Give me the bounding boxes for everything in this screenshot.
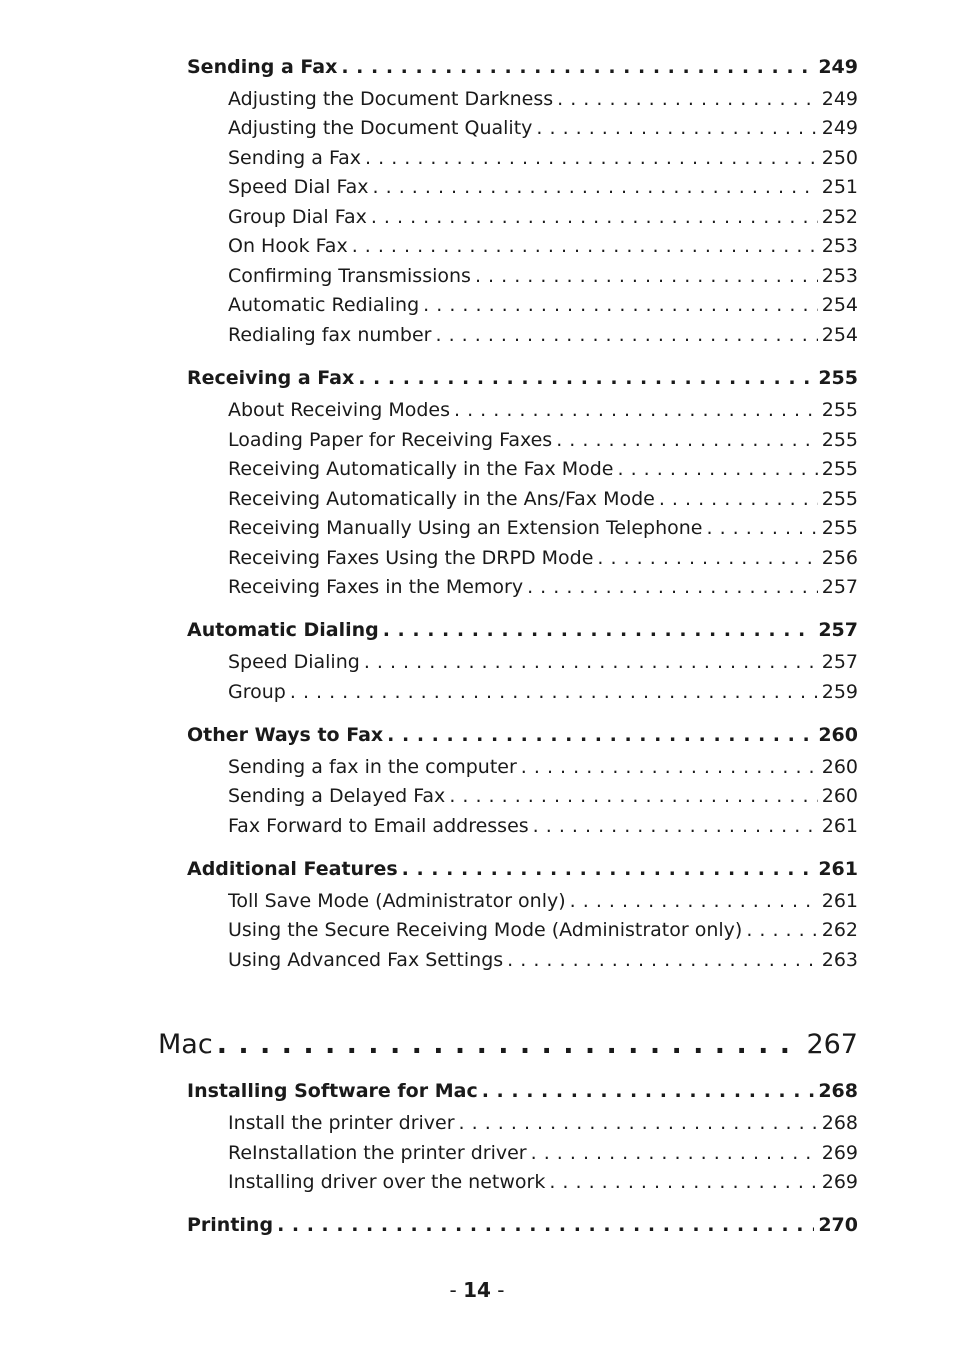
dot-leader [531,1142,818,1164]
toc-subsection[interactable] [228,147,858,173]
dot-leader [549,1171,817,1193]
page-footer [0,1278,954,1302]
toc-entry-title: Receiving a Fax [187,367,355,389]
toc-entry-title: Printing [187,1214,274,1236]
toc-entry-page: 255 [821,399,858,421]
toc-entry-title: Install the printer driver [228,1112,455,1134]
toc-entry-page: 267 [806,1029,858,1060]
dot-leader [570,890,818,912]
dot-leader [365,147,818,169]
dot-leader [449,785,817,807]
toc-entry-page: 263 [821,949,858,971]
toc-entry-title: Receiving Manually Using an Extension Telephone [228,517,703,539]
toc-entry-title: Group Dial Fax [228,206,367,228]
toc-entry-title: Automatic Dialing [187,619,379,641]
toc-subsection[interactable] [228,294,858,320]
toc-chapter[interactable] [158,1029,858,1065]
toc-entry-title: Installing driver over the network [228,1171,546,1193]
toc-subsection[interactable] [228,88,858,114]
toc-entry-page: 249 [821,88,858,110]
toc-entry-page: 249 [821,117,858,139]
toc-entry-page: 251 [821,176,858,198]
toc-entry-page: 261 [818,858,858,880]
toc-subsection[interactable] [228,547,858,573]
dot-leader [597,547,817,569]
dot-leader [217,1029,803,1060]
toc-section[interactable] [187,724,858,750]
toc-entry-title: Loading Paper for Receiving Faxes [228,429,553,451]
toc-entry-title: Sending a Fax [187,56,338,78]
toc-entry-title: Receiving Faxes in the Memory [228,576,524,598]
toc-entry-title: Using the Secure Receiving Mode (Administrator only) [228,919,743,941]
dot-leader [557,88,818,110]
dot-leader [364,651,818,673]
toc-entry-page: 262 [821,919,858,941]
dot-leader [533,815,818,837]
dot-leader [507,949,818,971]
toc-subsection[interactable] [228,681,858,707]
toc-subsection[interactable] [228,890,858,916]
toc-entry-page: 255 [821,488,858,510]
toc-entry-title: Adjusting the Document Darkness [228,88,554,110]
toc-entry-title: Fax Forward to Email addresses [228,815,529,837]
toc-entry-page: 269 [821,1171,858,1193]
toc-entry-title: Toll Save Mode (Administrator only) [228,890,566,912]
dot-leader [387,724,814,746]
toc-entry-title: Confirming Transmissions [228,265,471,287]
dot-leader [383,619,815,641]
dot-leader [454,399,818,421]
toc-entry-page: 268 [821,1112,858,1134]
toc-entry-title: Redialing fax number [228,324,432,346]
dot-leader [659,488,818,510]
toc-entry-page: 257 [821,651,858,673]
toc-entry-page: 260 [821,756,858,778]
toc-entry-title: Installing Software for Mac [187,1080,478,1102]
toc-entry-page: 259 [821,681,858,703]
toc-entry-page: 254 [821,294,858,316]
dot-leader [341,56,814,78]
toc-subsection[interactable] [228,488,858,514]
toc-subsection[interactable] [228,651,858,677]
toc-subsection[interactable] [228,785,858,811]
toc-subsection[interactable] [228,1112,858,1138]
toc-entry-page: 255 [818,367,858,389]
toc-subsection[interactable] [228,265,858,291]
toc-entry-title: Group [228,681,286,703]
toc-entry-page: 254 [821,324,858,346]
toc-entry-page: 255 [821,517,858,539]
toc-subsection[interactable] [228,117,858,143]
toc-entry-page: 260 [818,724,858,746]
dot-leader [527,576,818,598]
toc-subsection[interactable] [228,1171,858,1197]
toc-entry-title: Speed Dial Fax [228,176,369,198]
toc-entry-title: Other Ways to Fax [187,724,384,746]
toc-entry-page: 261 [821,815,858,837]
toc-subsection[interactable] [228,176,858,202]
toc-entry-page: 250 [821,147,858,169]
toc-entry-page: 253 [821,265,858,287]
toc-entry-title: On Hook Fax [228,235,348,257]
toc-entry-title: ReInstallation the printer driver [228,1142,527,1164]
toc-entry-title: Sending a Delayed Fax [228,785,446,807]
page-number: 14 [463,1278,491,1302]
dot-leader [746,919,817,941]
toc-section[interactable] [187,1214,858,1240]
toc-entry-title: Sending a fax in the computer [228,756,517,778]
dot-leader [371,206,818,228]
dot-leader [423,294,818,316]
toc-entry-page: 257 [818,619,858,641]
toc-entry-title: Adjusting the Document Quality [228,117,533,139]
toc-entry-title: Speed Dialing [228,651,360,673]
toc-subsection[interactable] [228,919,858,945]
toc-entry-title: Receiving Faxes Using the DRPD Mode [228,547,594,569]
toc-entry-title: Automatic Redialing [228,294,420,316]
toc-subsection[interactable] [228,429,858,455]
dot-leader [402,858,815,880]
toc-entry-title: Using Advanced Fax Settings [228,949,504,971]
dot-leader [358,367,814,389]
toc-subsection[interactable] [228,324,858,350]
dot-leader [618,458,818,480]
dot-leader [373,176,818,198]
toc-entry-page: 270 [818,1214,858,1236]
footer-suffix: - [490,1278,505,1302]
toc-entry-page: 268 [818,1080,858,1102]
toc-entry-title: Receiving Automatically in the Fax Mode [228,458,614,480]
toc-section[interactable] [187,367,858,393]
toc-section[interactable] [187,619,858,645]
toc-entry-page: 269 [821,1142,858,1164]
toc-subsection[interactable] [228,756,858,782]
dot-leader [436,324,818,346]
toc-entry-title: Sending a Fax [228,147,362,169]
toc-subsection[interactable] [228,576,858,602]
toc-entry-page: 257 [821,576,858,598]
dot-leader [536,117,817,139]
toc-entry-title: Receiving Automatically in the Ans/Fax Mode [228,488,655,510]
toc-entry-title: Mac [158,1029,213,1060]
toc-entry-page: 255 [821,429,858,451]
dot-leader [706,517,817,539]
toc-entry-title: Additional Features [187,858,398,880]
toc-section[interactable] [187,858,858,884]
toc-entry-page: 253 [821,235,858,257]
toc-entry-page: 256 [821,547,858,569]
dot-leader [482,1080,815,1102]
toc-subsection[interactable] [228,949,858,975]
dot-leader [521,756,818,778]
toc-entry-page: 255 [821,458,858,480]
toc-section[interactable] [187,1080,858,1106]
toc-section[interactable] [187,56,858,82]
dot-leader [352,235,818,257]
toc-subsection[interactable] [228,815,858,841]
toc-entry-page: 260 [821,785,858,807]
toc-entry-page: 252 [821,206,858,228]
dot-leader [277,1214,814,1236]
toc-subsection[interactable] [228,458,858,484]
dot-leader [290,681,818,703]
toc-subsection[interactable] [228,1142,858,1168]
toc-entry-page: 249 [818,56,858,78]
toc-subsection[interactable] [228,517,858,543]
dot-leader [459,1112,818,1134]
toc-entry-page: 261 [821,890,858,912]
toc-entry-title: About Receiving Modes [228,399,450,421]
dot-leader [475,265,818,287]
toc-subsection[interactable] [228,206,858,232]
dot-leader [556,429,818,451]
toc-subsection[interactable] [228,399,858,425]
footer-prefix: - [449,1278,464,1302]
toc-subsection[interactable] [228,235,858,261]
